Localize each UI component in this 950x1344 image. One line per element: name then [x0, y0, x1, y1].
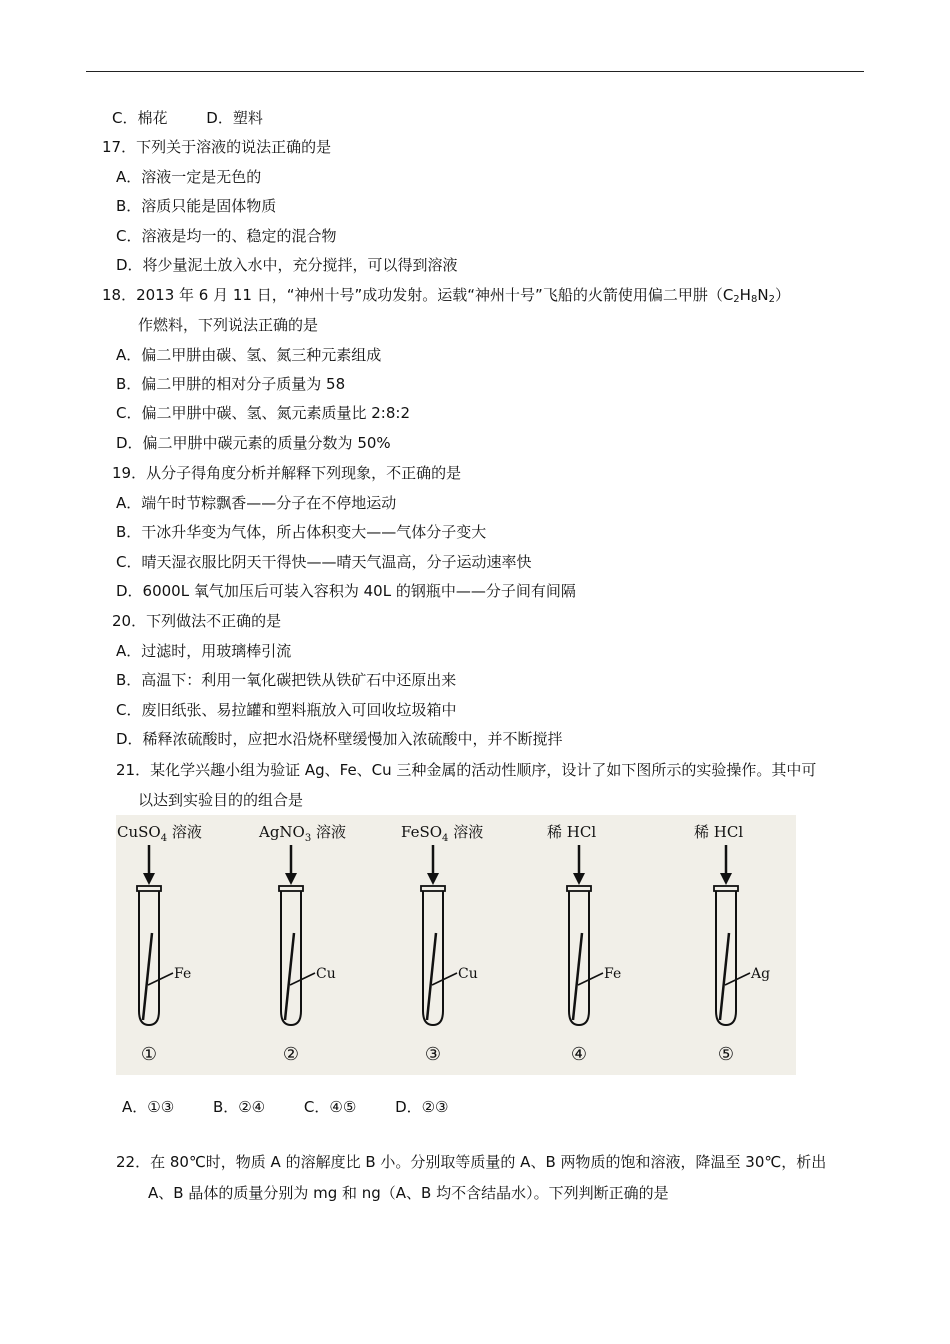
q18-stem-close: ）: [774, 286, 790, 304]
q17-option-b: B．溶质只能是固体物质: [116, 197, 277, 215]
tube-number: ⑤: [717, 1044, 735, 1065]
q21-option-a: A．①③: [122, 1098, 175, 1116]
metal-leader-line: [725, 973, 750, 985]
q20-option-c: C．废旧纸张、易拉罐和塑料瓶放入可回收垃圾箱中: [116, 701, 457, 719]
q18-stem-text: 18．2013 年 6 月 11 日，“神州十号”成功发射。运载“神州十号”飞船的火箭使用偏二甲肼（C: [102, 286, 734, 304]
metal-leader-line: [148, 973, 173, 985]
metal-leader-line: [432, 973, 457, 985]
metal-label: Ag: [751, 966, 771, 982]
q21-option-b: B．②④: [212, 1098, 266, 1116]
test-tube-figure: [116, 815, 796, 1075]
q19-stem: 19．从分子得角度分析并解释下列现象，不正确的是: [112, 464, 462, 482]
reagent-tail: 溶液: [448, 823, 484, 841]
reagent-tail: 溶液: [167, 823, 202, 841]
tube-rim: [421, 886, 445, 891]
q20-stem: 20．下列做法不正确的是: [112, 612, 282, 630]
q18-sub: 2: [733, 294, 740, 305]
metal-strip: [285, 933, 294, 1020]
test-tube-svg: [116, 815, 796, 1075]
tube-number: ②: [282, 1044, 300, 1065]
down-arrow-icon: [573, 873, 585, 885]
q21-option-c: C．④⑤: [303, 1098, 357, 1116]
q16-option-c: C．棉花: [112, 109, 168, 127]
test-tube-2: [258, 823, 346, 1065]
q22-stem-line1: 22．在 80℃时，物质 A 的溶解度比 B 小。分别取等质量的 A、B 两物质的饱和溶液，降温至 30℃，析出: [116, 1153, 827, 1171]
q18-stem-line2: 作燃料，下列说法正确的是: [138, 316, 319, 334]
reagent-label: 稀 HCl: [694, 823, 744, 841]
metal-leader-line: [290, 973, 315, 985]
down-arrow-icon: [427, 873, 439, 885]
test-tube-3: [401, 823, 483, 1065]
reagent-tail: 溶液: [311, 823, 347, 841]
down-arrow-icon: [285, 873, 297, 885]
test-tube-5: [694, 823, 770, 1065]
q18-option-c: C．偏二甲肼中碳、氢、氮元素质量比 2:8:2: [116, 404, 410, 422]
reagent-subscript: 4: [160, 833, 168, 844]
reagent-label: FeSO$_4$ 溶液: [401, 823, 484, 844]
q18-option-a: A．偏二甲肼由碳、氢、氮三种元素组成: [116, 346, 382, 364]
q21-stem-line1: 21．某化学兴趣小组为验证 Ag、Fe、Cu 三种金属的活动性顺序，设计了如下图所示的实验操作。其中可: [116, 761, 817, 779]
metal-strip: [720, 933, 729, 1020]
q18-formula-h: H: [739, 286, 751, 304]
q16-options: [112, 108, 263, 128]
q19-option-c: C．晴天湿衣服比阴天干得快——晴天气温高，分子运动速率快: [116, 553, 532, 571]
metal-strip: [143, 933, 152, 1020]
q17-stem: 17．下列关于溶液的说法正确的是: [102, 138, 332, 156]
tube-rim: [279, 886, 303, 891]
q18-sub: 2: [768, 294, 775, 305]
header-rule: [86, 71, 864, 72]
q22-stem-line2: A、B 晶体的质量分别为 mg 和 ng（A、B 均不含结晶水）。下列判断正确的是: [148, 1184, 669, 1202]
down-arrow-icon: [720, 873, 732, 885]
tube-number: ①: [140, 1044, 158, 1065]
down-arrow-icon: [143, 873, 155, 885]
q19-option-d: D．6000L 氧气加压后可装入容积为 40L 的钢瓶中——分子间有间隔: [116, 582, 576, 600]
tube-number: ④: [570, 1044, 588, 1065]
q20-option-a: A．过滤时，用玻璃棒引流: [116, 642, 292, 660]
test-tube-1: [117, 823, 202, 1065]
reagent-subscript: 4: [442, 833, 449, 844]
q18-stem-line1: [102, 285, 790, 305]
q18-option-d: D．偏二甲肼中碳元素的质量分数为 50%: [116, 434, 391, 452]
q18-formula-n: N: [757, 286, 769, 304]
metal-strip: [573, 933, 582, 1020]
q20-option-b: B．高温下：利用一氧化碳把铁从铁矿石中还原出来: [116, 671, 457, 689]
reagent-label: CuSO$_4$ 溶液: [117, 823, 202, 844]
q16-option-d: D．塑料: [206, 109, 263, 127]
q21-stem-line2: 以达到实验目的的组合是: [138, 791, 304, 809]
reagent-subscript: 3: [304, 833, 312, 844]
metal-label: Cu: [316, 966, 336, 982]
q21-option-d: D．②③: [395, 1098, 449, 1116]
metal-label: Cu: [458, 966, 478, 982]
q17-option-c: C．溶液是均一的、稳定的混合物: [116, 227, 337, 245]
tube-rim: [137, 886, 161, 891]
test-tube-4: [547, 823, 621, 1065]
tube-rim: [567, 886, 591, 891]
metal-label: Fe: [174, 966, 192, 982]
q17-option-d: D．将少量泥土放入水中，充分搅拌，可以得到溶液: [116, 256, 458, 274]
reagent-label: AgNO$_3$ 溶液: [259, 823, 347, 844]
tube-rim: [714, 886, 738, 891]
tube-number: ③: [424, 1044, 442, 1065]
reagent-label: 稀 HCl: [547, 823, 597, 841]
metal-label: Fe: [604, 966, 622, 982]
q21-options: [122, 1097, 449, 1117]
q18-sub: 8: [750, 294, 758, 305]
q20-option-d: D．稀释浓硫酸时，应把水沿烧杯壁缓慢加入浓硫酸中，并不断搅拌: [116, 730, 563, 748]
q17-option-a: A．溶液一定是无色的: [116, 168, 262, 186]
q19-option-a: A．端午时节粽飘香——分子在不停地运动: [116, 494, 397, 512]
metal-strip: [427, 933, 436, 1020]
q19-option-b: B．干冰升华变为气体，所占体积变大——气体分子变大: [116, 523, 487, 541]
metal-leader-line: [578, 973, 603, 985]
q18-option-b: B．偏二甲肼的相对分子质量为 58: [116, 375, 346, 393]
